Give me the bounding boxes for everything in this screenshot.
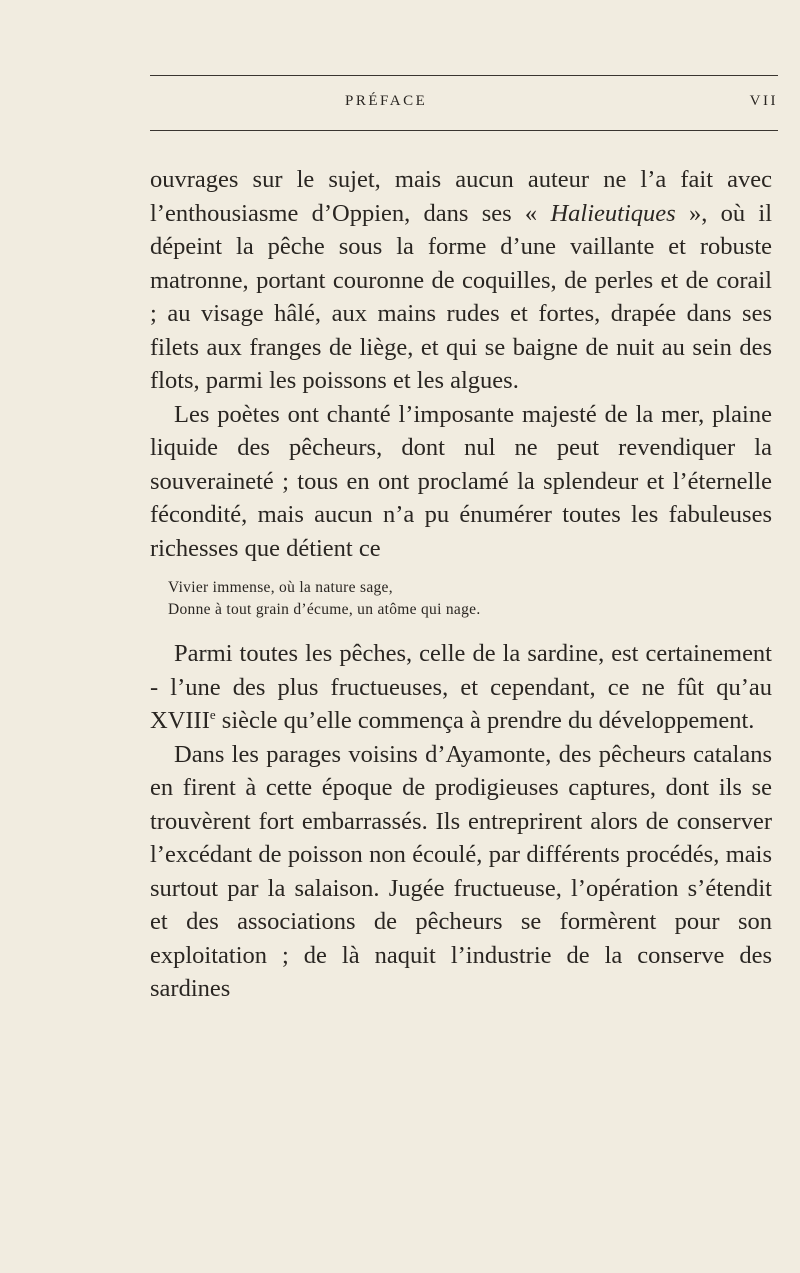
- century-superscript: e: [209, 706, 216, 722]
- page-number: VII: [749, 93, 778, 109]
- paragraph-4: Dans les parages voisins d’Ayamonte, des pêcheurs catalans en firent à cette époque de prodigieuses captures, dont ils se trouvèrent fort embarrassés. Ils entreprirent alors de conserver l’excédant de poisson non écoulé, par différents procédés, mais surtout par la salaison. Jugée fructueuse, l’opération s’étendit et des associations de pêcheurs se formèrent pour son exploitation ; de là naquit l’industrie de la conserve des sardines: [150, 740, 772, 1002]
- paragraph-1: [150, 163, 772, 398]
- running-head: [150, 93, 778, 119]
- paragraph-1-start: ouvrages sur le sujet, mais aucun auteur ne l’a fait avec l’enthousiasme d’Oppien, dans ses «: [150, 166, 772, 227]
- book-title-halieutiques: Halieutiques: [550, 199, 676, 227]
- body-text: [150, 163, 772, 1006]
- header-rule-bottom: [150, 130, 778, 131]
- verse-line-1: Vivier immense, où la nature sage,: [168, 579, 393, 596]
- paragraph-1-end: », où il dépeint la pêche sous la forme d’une vaillante et robuste matronne, portant couronne de coquilles, de perles et de corail ; au visage hâlé, aux mains rudes et fortes, drapée dans ses filets aux franges de liège, et qui se baigne de nuit au sein des flots, parmi les poissons et les algues.: [150, 199, 772, 394]
- verse-quote: [168, 577, 772, 621]
- century-numeral: XVIII: [150, 707, 210, 734]
- header-rule-top: [150, 75, 778, 76]
- paragraph-3-start: Parmi toutes les pêches, celle de la sardine, est certainement - l’une des plus fructueuses, et cependant, ce ne fût qu’au: [150, 640, 772, 701]
- paragraph-2: Les poètes ont chanté l’imposante majesté de la mer, plaine liquide des pêcheurs, dont nul ne peut revendiquer la souveraineté ; tous en ont proclamé la splendeur et l’éternelle fécondité, mais aucun n’a pu énumérer toutes les fabuleuses richesses que détient ce: [150, 400, 772, 562]
- verse-line-2: Donne à tout grain d’écume, un atôme qui nage.: [168, 601, 481, 618]
- running-title: PRÉFACE: [345, 93, 428, 109]
- paragraph-3-end: siècle qu’elle commença à prendre du développement.: [215, 707, 755, 734]
- paragraph-3: [150, 637, 772, 738]
